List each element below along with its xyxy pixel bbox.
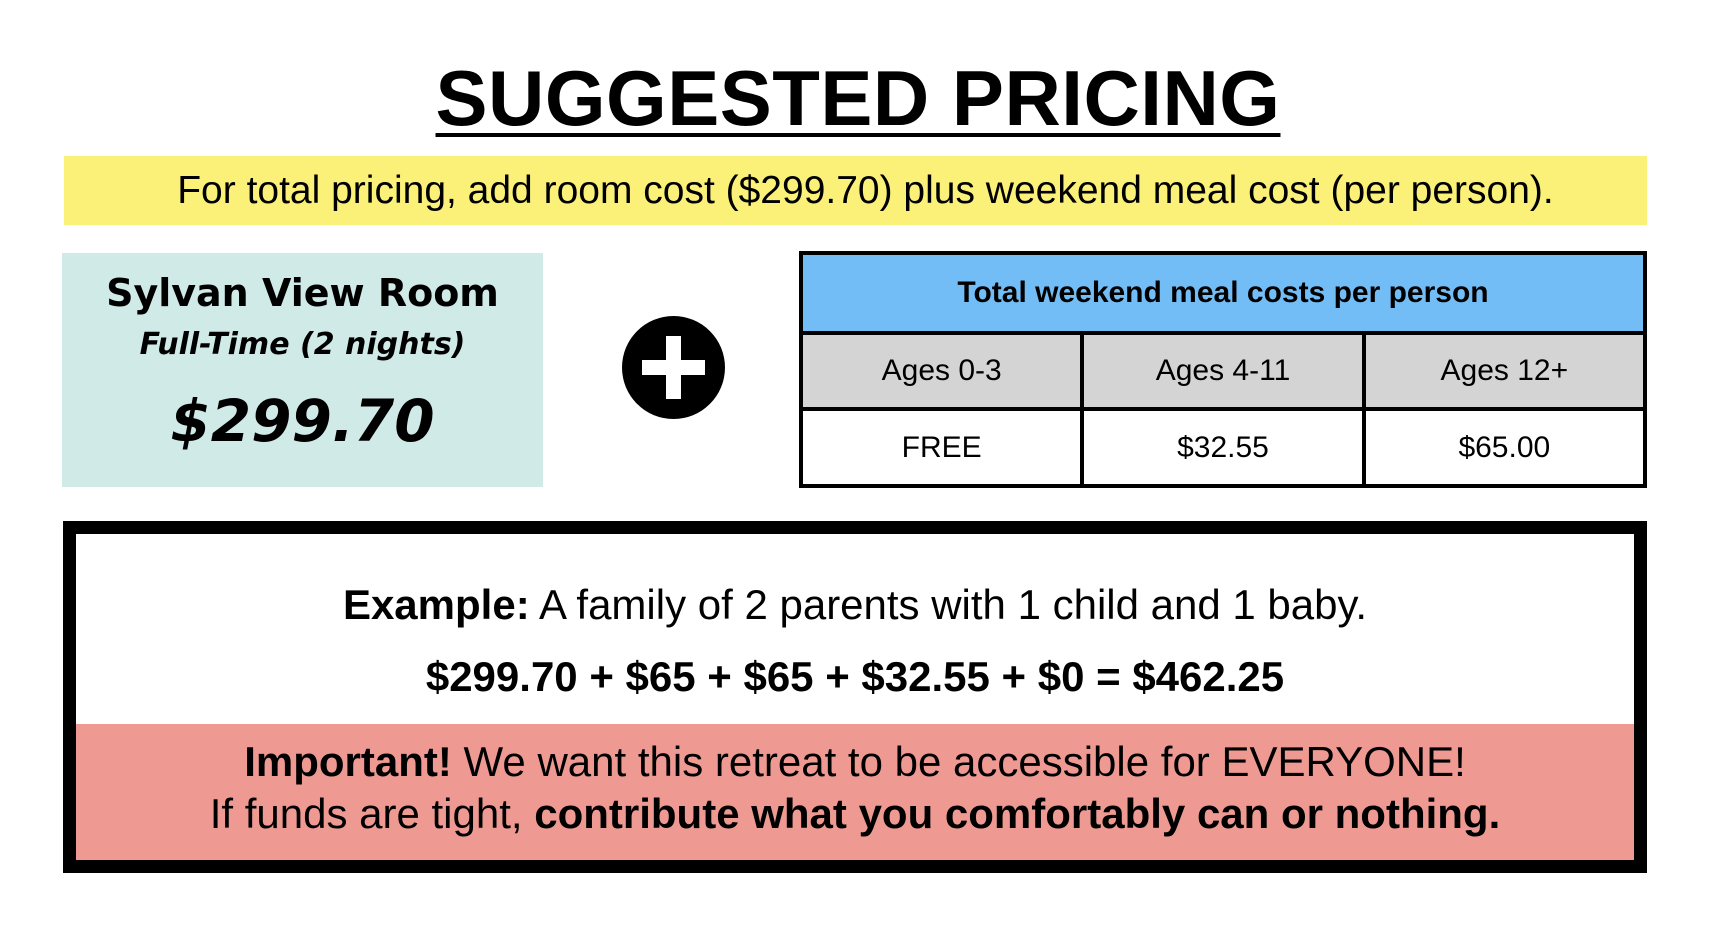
example-equation: $299.70 + $65 + $65 + $32.55 + $0 = $462.25	[425, 653, 1285, 700]
meal-table-header: Total weekend meal costs per person	[801, 253, 1645, 333]
example-text: A family of 2 parents with 1 child and 1 baby.	[529, 581, 1368, 628]
age-column-4-11: Ages 4-11	[1082, 333, 1363, 409]
example-section	[76, 534, 1634, 724]
room-card	[62, 253, 543, 487]
example-label: Example:	[342, 581, 530, 628]
room-price: $299.70	[170, 387, 435, 455]
important-line-1	[76, 736, 1634, 788]
plus-icon	[622, 316, 725, 419]
page-title: SUGGESTED PRICING	[435, 54, 1281, 142]
age-column-0-3: Ages 0-3	[801, 333, 1082, 409]
room-name: Sylvan View Room	[106, 271, 499, 315]
age-column-12-plus: Ages 12+	[1364, 333, 1645, 409]
room-duration: Full-Time (2 nights)	[139, 327, 466, 362]
important-text-2-bold: contribute what you comfortably can or nothing.	[534, 790, 1501, 837]
price-12-plus: $65.00	[1364, 409, 1645, 486]
important-line-2	[76, 788, 1634, 840]
meal-cost-table	[799, 251, 1647, 488]
price-0-3: FREE	[801, 409, 1082, 486]
pricing-note	[64, 156, 1647, 225]
important-text-2-prefix: If funds are tight,	[209, 790, 535, 837]
pricing-note-text: For total pricing, add room cost ($299.70) plus weekend meal cost (per person).	[177, 168, 1554, 212]
important-label: Important!	[244, 738, 452, 785]
price-4-11: $32.55	[1082, 409, 1363, 486]
important-text-1: We want this retreat to be accessible for EVERYONE!	[451, 738, 1466, 785]
important-notice	[76, 724, 1634, 860]
example-box	[63, 521, 1647, 873]
example-description	[76, 579, 1634, 631]
